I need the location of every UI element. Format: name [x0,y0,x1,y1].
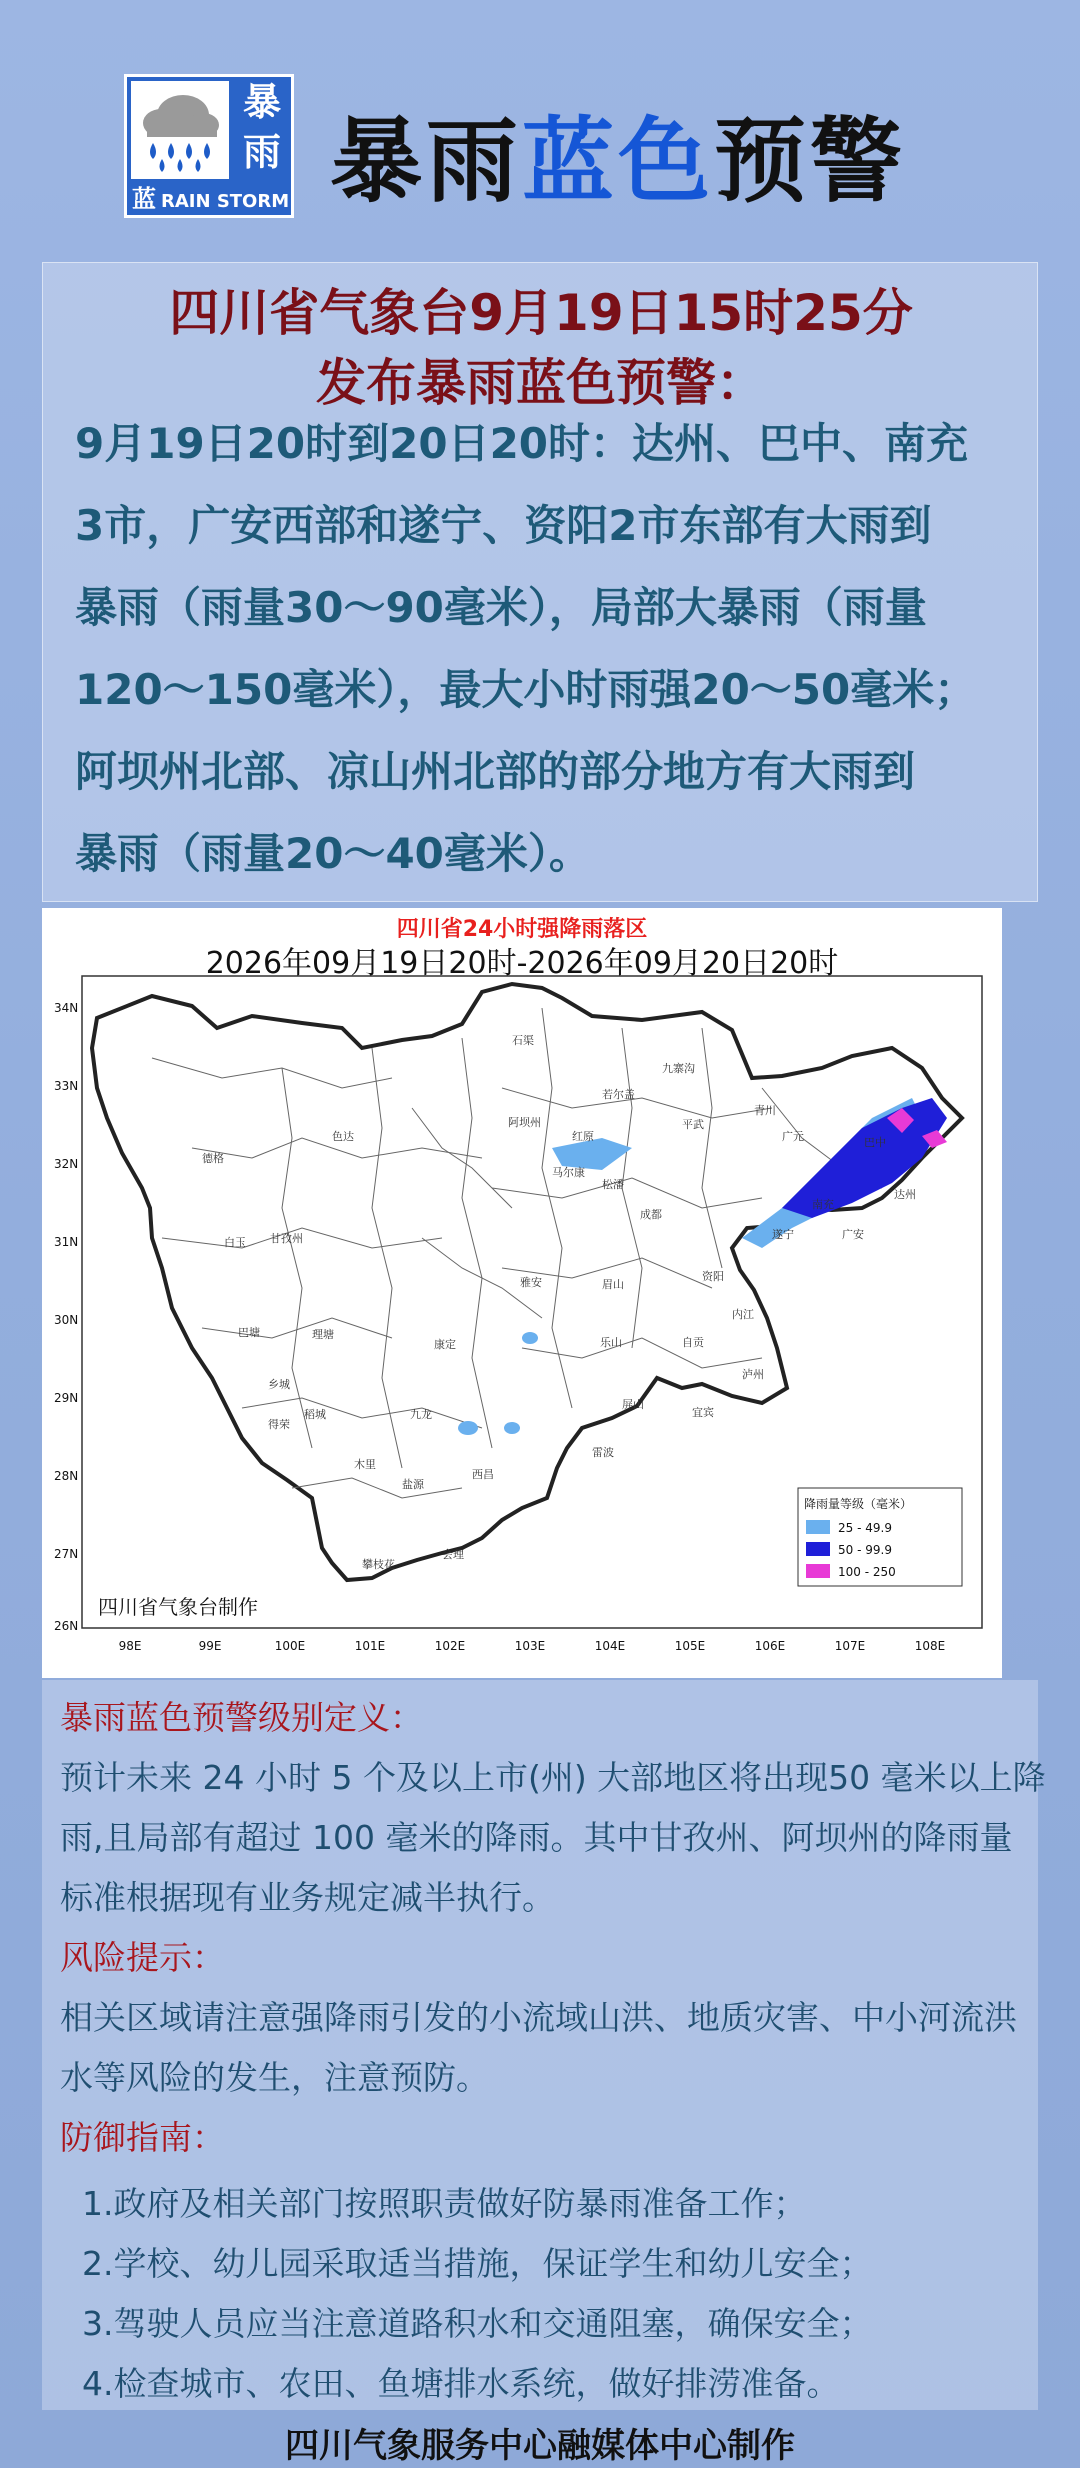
logo-level-char: 蓝 [132,185,156,213]
place-label: 红原 [572,1130,594,1143]
legend-label-1: 25 - 49.9 [838,1521,892,1535]
place-label: 成都 [640,1208,662,1221]
place-label: 乐山 [600,1336,622,1349]
map-legend [798,1488,962,1586]
guide-item: 3.驾驶人员应当注意道路积水和交通阻塞，确保安全； [82,2304,873,2343]
place-label: 遂宁 [772,1228,794,1241]
place-label: 泸州 [742,1368,764,1381]
place-label: 平武 [682,1118,704,1131]
logo-side-bottom: 雨 [242,130,281,174]
body-line: 阿坝州北部、凉山州北部的部分地方有大雨到 [75,747,916,796]
x-tick: 106E [754,1639,786,1653]
guide-item: 2.学校、幼儿园采取适当措施，保证学生和幼儿安全； [82,2244,873,2283]
place-label: 甘孜州 [270,1232,303,1245]
place-label: 白玉 [224,1236,246,1249]
x-tick: 108E [914,1639,946,1653]
definition-line: 预计未来 24 小时 5 个及以上市(州) 大部地区将出现50 毫米以上降 [60,1758,1046,1797]
place-label: 得荣 [268,1418,290,1431]
definition-heading: 暴雨蓝色预警级别定义： [60,1698,423,1737]
body-line: 3市，广安西部和遂宁、资阳2市东部有大雨到 [75,501,932,550]
map-title: 四川省24小时强降雨落区 [396,917,648,942]
x-tick: 101E [354,1639,386,1653]
place-label: 屏山 [622,1398,644,1411]
title-part2: 蓝色 [522,108,715,215]
x-tick: 104E [594,1639,626,1653]
y-tick: 32N [54,1157,79,1171]
rain-cloud-icon [131,81,229,179]
y-tick: 33N [54,1079,79,1093]
logo-label: RAIN STORM [161,191,290,212]
definition-line: 雨,且局部有超过 100 毫米的降雨。其中甘孜州、阿坝州的降雨量 [60,1818,1013,1857]
rain-area-25-49 [458,1421,478,1435]
legend-swatch-1 [806,1520,830,1534]
page-title [330,88,906,220]
legend-label-2: 50 - 99.9 [838,1543,892,1557]
map-maker: 四川省气象台制作 [98,1595,258,1619]
body-line: 暴雨（雨量20～40毫米）。 [75,829,591,878]
legend-label-3: 100 - 250 [838,1565,896,1579]
place-label: 阿坝州 [508,1116,541,1129]
legend-title: 降雨量等级（毫米） [804,1497,913,1511]
place-label: 德格 [202,1152,224,1165]
info-panel [42,1680,1046,2410]
legend-swatch-2 [806,1542,830,1556]
definition-line: 标准根据现有业务规定减半执行。 [60,1878,555,1917]
place-label: 松潘 [602,1178,624,1191]
place-label: 雅安 [520,1276,542,1289]
place-label: 广元 [782,1130,804,1143]
place-label: 稻城 [304,1408,326,1421]
place-label: 宜宾 [692,1406,714,1419]
rainstorm-logo [124,74,294,218]
place-label: 若尔盖 [602,1088,635,1101]
place-label: 南充 [812,1198,834,1211]
place-label: 资阳 [702,1270,724,1283]
place-label: 木里 [354,1458,376,1471]
place-label: 巴中 [864,1136,886,1149]
place-label: 九龙 [410,1408,432,1421]
x-tick: 100E [274,1639,306,1653]
body-line: 120～150毫米），最大小时雨强20～50毫米； [75,665,977,714]
body-line: 9月19日20时到20日20时：达州、巴中、南充 [75,419,969,468]
map-subtitle: 2026年09月19日20时-2026年09月20日20时 [205,946,839,981]
place-label: 青川 [754,1104,776,1117]
place-label: 达州 [894,1188,916,1201]
risk-line: 相关区域请注意强降雨引发的小流域山洪、地质灾害、中小河流洪 [60,1998,1017,2037]
place-label: 攀枝花 [362,1558,395,1571]
place-label: 马尔康 [552,1166,585,1179]
logo-side-text [233,77,291,181]
x-tick: 105E [674,1639,706,1653]
rain-area-25-49 [522,1332,538,1344]
body-line: 暴雨（雨量30～90毫米），局部大暴雨（雨量 [75,583,927,632]
footer-credit: 四川气象服务中心融媒体中心制作 [285,2426,795,2466]
place-label: 乡城 [268,1378,290,1391]
rain-area-25-49 [504,1422,520,1434]
place-label: 会理 [442,1548,464,1561]
risk-heading: 风险提示： [60,1938,225,1977]
place-label: 理塘 [312,1328,334,1341]
rainfall-map [42,908,1002,1678]
x-tick: 107E [834,1639,866,1653]
x-tick: 99E [198,1639,222,1653]
logo-bottom-bar [127,183,291,215]
x-tick: 103E [514,1639,546,1653]
place-label: 巴塘 [238,1326,260,1339]
title-part1: 暴雨 [330,108,523,215]
place-label: 石渠 [512,1034,534,1047]
place-label: 广安 [842,1228,864,1241]
y-tick: 30N [54,1313,79,1327]
place-label: 西昌 [472,1468,494,1481]
place-label: 康定 [434,1338,456,1351]
legend-swatch-3 [806,1564,830,1578]
guide-heading: 防御指南： [60,2118,225,2157]
logo-side-top: 暴 [242,80,281,124]
risk-line: 水等风险的发生，注意预防。 [60,2058,489,2097]
title-part3: 预警 [714,108,907,215]
guide-item: 4.检查城市、农田、鱼塘排水系统，做好排涝准备。 [82,2364,840,2403]
y-tick: 34N [54,1001,79,1015]
y-tick: 31N [54,1235,79,1249]
y-tick: 29N [54,1391,79,1405]
guide-item: 1.政府及相关部门按照职责做好防暴雨准备工作； [82,2184,807,2223]
place-label: 雷波 [592,1446,614,1459]
x-tick: 98E [118,1639,142,1653]
y-tick: 26N [54,1619,79,1633]
place-label: 九寨沟 [662,1062,695,1075]
y-tick: 28N [54,1469,79,1483]
headline-2: 发布暴雨蓝色预警： [316,354,766,412]
place-label: 自贡 [682,1336,704,1349]
place-label: 内江 [732,1308,754,1321]
y-tick: 27N [54,1547,79,1561]
place-label: 眉山 [602,1278,624,1291]
headline-1: 四川省气象台9月19日15时25分 [169,284,913,342]
place-label: 盐源 [402,1478,424,1491]
x-tick: 102E [434,1639,466,1653]
warning-panel [42,262,1038,902]
place-label: 色达 [332,1130,354,1143]
map-canvas [42,908,1002,1678]
